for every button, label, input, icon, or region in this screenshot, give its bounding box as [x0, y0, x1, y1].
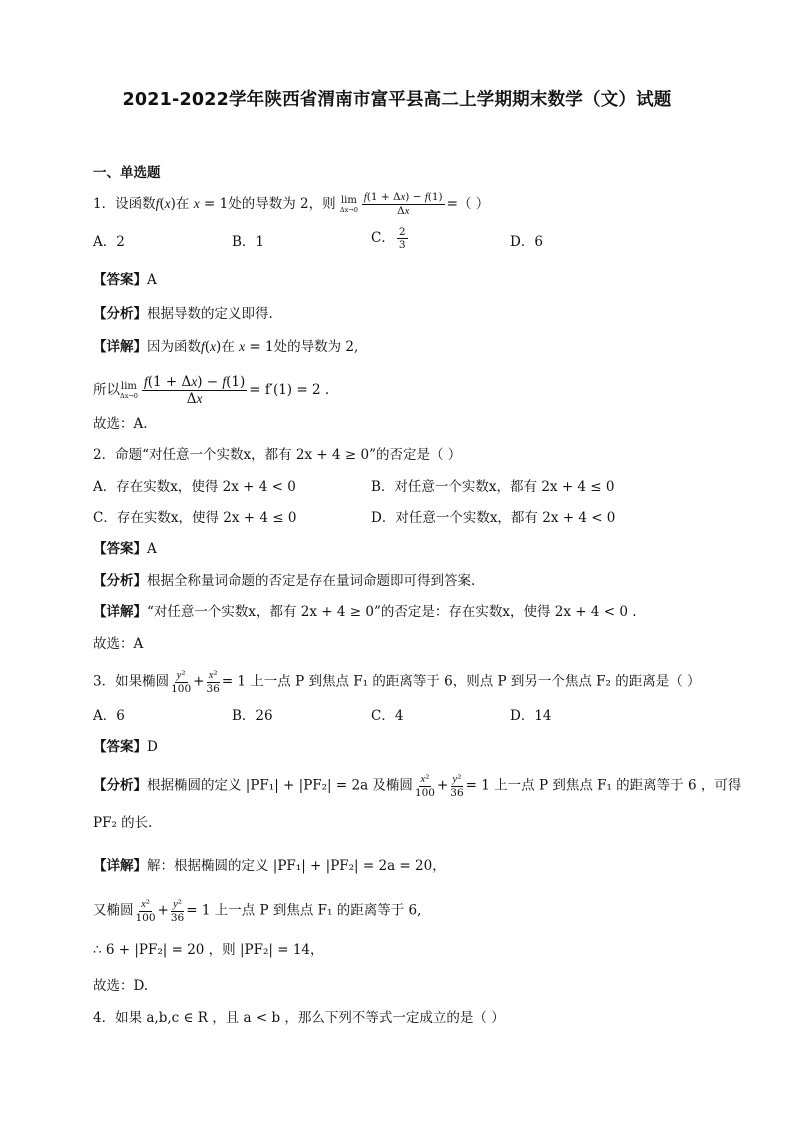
q1-choose: 故选：A.	[93, 416, 148, 432]
q1-limit: lim Δx→0	[339, 194, 358, 214]
q3-option-d: D．14	[510, 708, 552, 724]
q1-analysis: 【分析】根据导数的定义即得.	[93, 306, 273, 322]
q3-detail-result: ∴ 6 + |PF₂| = 20 ，则 |PF₂| = 14，	[93, 942, 324, 958]
q2-stem: 2．命题“对任意一个实数x，都有 2x + 4 ≥ 0”的否定是（ ）	[93, 447, 462, 463]
section-heading: 一、单选题	[93, 165, 161, 181]
q3-analysis-cont: PF₂ 的长.	[93, 815, 153, 831]
q2-answer: 【答案】A	[93, 541, 157, 557]
q3-answer: 【答案】D	[93, 739, 158, 755]
q2-option-c: C．存在实数x，使得 2x + 4 ≤ 0	[93, 510, 297, 526]
q3-analysis: 【分析】根据椭圆的定义 |PF₁| + |PF₂| = 2a 及椭圆 $\frac{\text{x²}}{100}$ + $\frac{\text{y²}}{36}$ = 1 上一点 P 到焦点 F₁ 的距离等于 6 ，可得	[93, 773, 742, 799]
q1-option-d: D．6	[510, 234, 543, 250]
q1-option-a: A．2	[93, 234, 125, 250]
q1-detail: 【详解】因为函数f(x)在 x = 1处的导数为 2,	[93, 339, 359, 355]
q1-fraction: $\frac{f(1 + \Delta x) - f(1)}{\Delta x}$	[363, 191, 443, 217]
q4-stem: 4．如果 a,b,c ∈ R ，且 a < b ，那么下列不等式一定成立的是（ ）	[93, 1010, 505, 1026]
q3-option-b: B．26	[232, 708, 273, 724]
q1-stem-d: =（ ）	[446, 196, 490, 212]
q3-stem: 3．如果椭圆 $\frac{\text{y²}}{100}$ + $\frac{\text{x²}}{36}$ = 1 上一点 P 到焦点 F₁ 的距离等于 6，则点 P 到另一个焦点 F₂ 的距离是（ ）	[93, 669, 701, 695]
q1-answer: 【答案】A	[93, 272, 157, 288]
q1-stem-c: 处的导数为 2，则	[228, 196, 336, 212]
q2-option-b: B．对任意一个实数x，都有 2x + 4 ≤ 0	[371, 479, 615, 495]
q1-fx: f	[155, 196, 160, 211]
q1-derivation: 所以 lim Δx→0 $\frac{f(1 + \Delta x) - f(1)}{\Delta x}$ = f′(1) = 2 .	[93, 374, 330, 407]
q3-choose: 故选：D.	[93, 978, 149, 994]
q1-stem-b: 在	[175, 196, 190, 212]
q3-option-c: C．4	[371, 708, 404, 724]
q2-choose: 故选：A	[93, 636, 144, 652]
q1-option-b: B．1	[232, 234, 265, 250]
q2-option-d: D．对任意一个实数x，都有 2x + 4 < 0	[371, 510, 616, 526]
q3-option-a: A．6	[93, 708, 125, 724]
q2-option-a: A．存在实数x，使得 2x + 4 < 0	[93, 479, 296, 495]
q2-detail: 【详解】“对任意一个实数x，都有 2x + 4 ≥ 0”的否定是：存在实数x，使得 2x + 4 < 0 .	[93, 604, 637, 620]
q1-stem: 1．设函数f(x)在 x = 1处的导数为 2，则 lim Δx→0 $\frac{f(1 + \Delta x) - f(1)}{\Delta x}$ =（ ）	[93, 191, 490, 217]
q3-detail-ellipse: 又椭圆 $\frac{\text{x²}}{100}$ + $\frac{\text{y²}}{36}$ = 1 上一点 P 到焦点 F₁ 的距离等于 6,	[93, 898, 422, 924]
q1-option-c: C． $\frac{2}{3}$	[371, 226, 406, 251]
page-title: 2021-2022学年陕西省渭南市富平县高二上学期期末数学（文）试题	[122, 90, 672, 110]
q2-analysis: 【分析】根据全称量词命题的否定是存在量词命题即可得到答案.	[93, 573, 476, 589]
q3-detail: 【详解】解：根据椭圆的定义 |PF₁| + |PF₂| = 2a = 20，	[93, 858, 446, 874]
q1-stem-a: 1．设函数	[93, 196, 156, 212]
